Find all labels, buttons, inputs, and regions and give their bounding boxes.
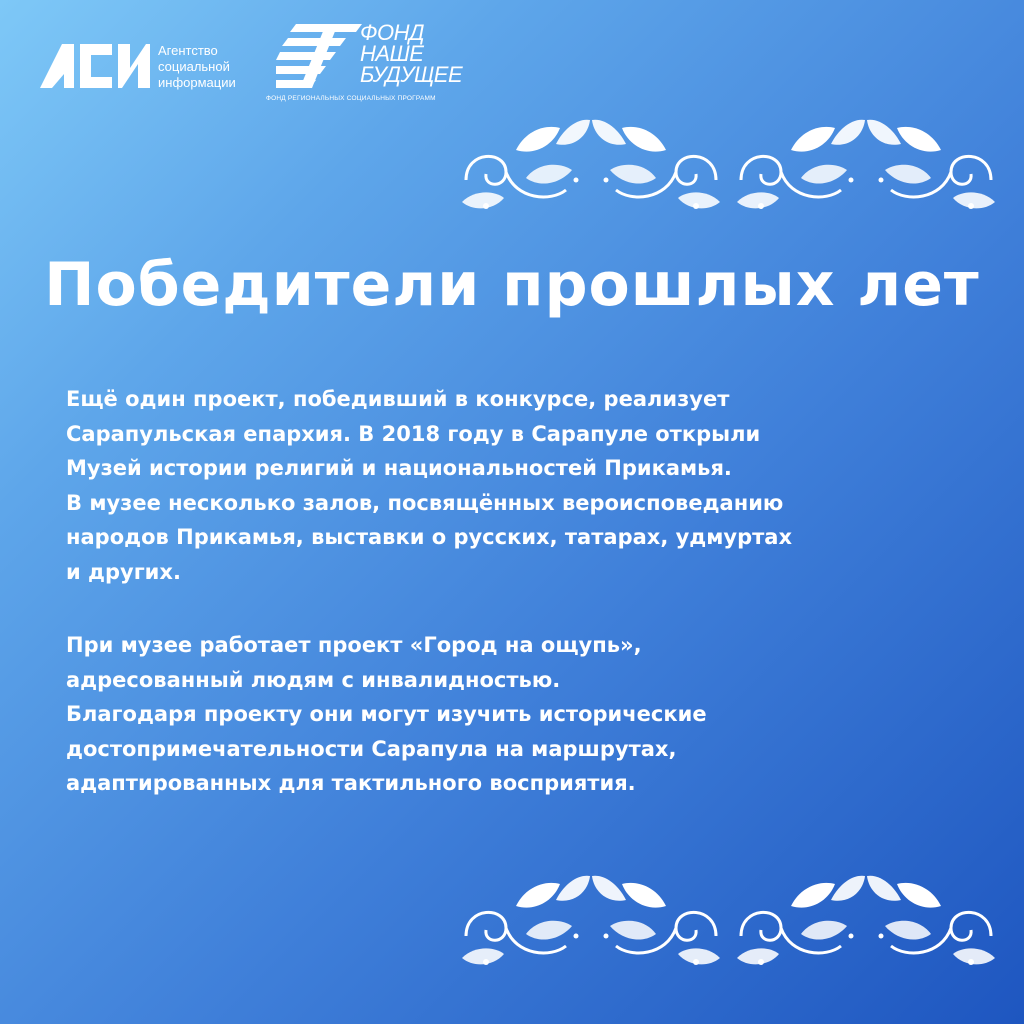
paragraph-line: адресованный людям с инвалидностью. [66,667,561,692]
fund-logo-line: БУДУЩЕЕ [360,62,463,87]
paragraph-line: и других. [66,559,181,584]
page-title: Победители прошлых лет [44,250,980,320]
asi-logo-line: социальной [158,59,230,74]
asi-logo-mark [40,44,150,88]
paragraph-line: Ещё один проект, победивший в конкурсе, реализует [66,387,730,411]
paragraph-line: адаптированных для тактильного восприятия. [66,771,636,795]
asi-logo-text [158,43,236,91]
paragraph-line: При музее работает проект «Город на ощупь», [66,633,642,657]
fund-logo-subtitle: ФОНД РЕГИОНАЛЬНЫХ СОЦИАЛЬНЫХ ПРОГРАММ [266,95,436,102]
paragraph-line: Благодаря проекту они могут изучить исторические [66,702,707,726]
fund-logo-line: НАШЕ [360,41,424,66]
fund-logo-name [360,22,462,85]
paragraph-museum [66,382,966,589]
paragraph-line: Музей истории религий и национальностей Прикамья. [66,456,732,480]
paragraph-line: народов Прикамья, выставки о русских, татарах, удмуртах [66,525,793,549]
fund-logo-line: ФОНД [360,20,424,45]
header-logos [40,22,500,112]
paragraph-project [66,628,966,801]
paragraph-line: В музее несколько залов, посвящённых вероисповеданию [66,490,784,515]
asi-logo-line: Агентство [158,43,218,58]
paragraph-line: достопримечательности Сарапула на маршрутах, [66,736,677,761]
fund-logo-mark [276,22,362,92]
floral-ornament-icon [456,110,1006,220]
asi-logo-line: информации [158,75,236,90]
paragraph-line: Сарапульская епархия. В 2018 году в Сарапуле открыли [66,421,761,446]
floral-ornament-icon [456,866,1006,976]
